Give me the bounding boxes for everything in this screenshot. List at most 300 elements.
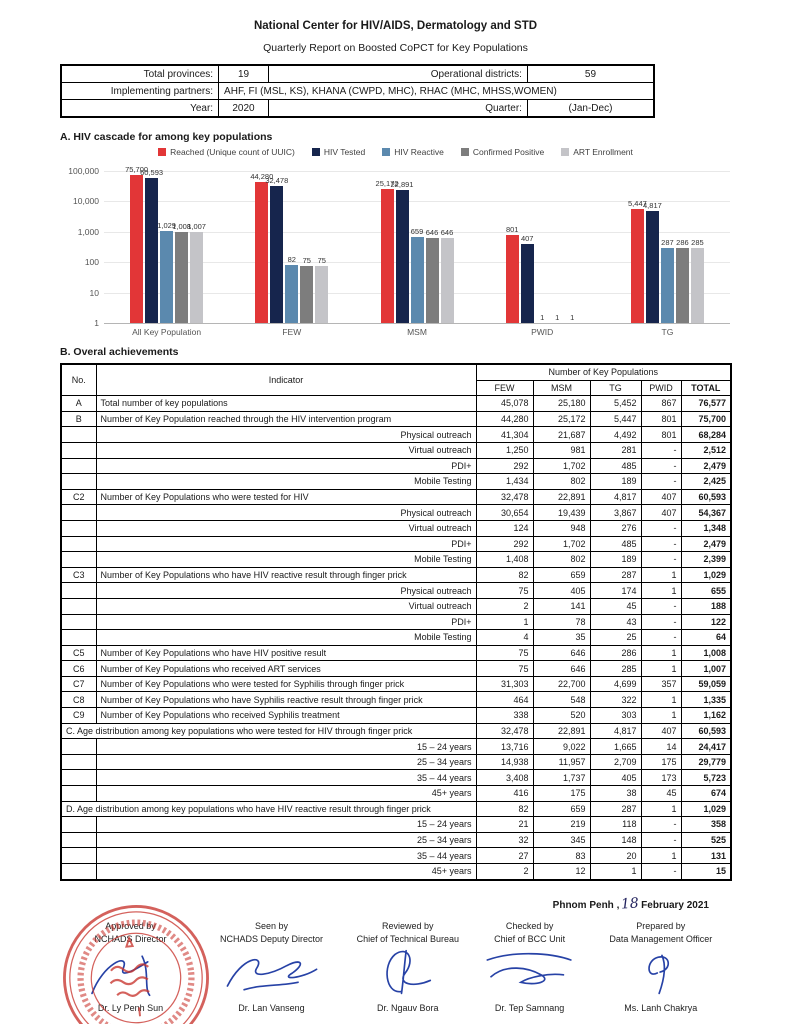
no-cell — [61, 458, 96, 474]
bar — [265, 175, 289, 323]
indicator-cell: 45+ years — [96, 864, 476, 880]
no-cell: A — [61, 396, 96, 412]
value-cell: - — [641, 817, 681, 833]
bar-value-label: 44,280 — [250, 171, 274, 181]
info-row — [61, 65, 654, 83]
value-cell: 981 — [533, 442, 590, 458]
no-cell — [61, 598, 96, 614]
bar-value-label: 5,447 — [628, 199, 647, 209]
signatory-role: Checked by — [505, 920, 554, 931]
section-a-title: A. HIV cascade for among key populations — [60, 131, 273, 143]
bar-value-label: 646 — [440, 227, 454, 237]
gridline — [104, 323, 730, 324]
value-cell: 82 — [476, 801, 533, 817]
value-cell: - — [641, 442, 681, 458]
value-cell: 520 — [533, 708, 590, 724]
signature-ink — [474, 947, 586, 999]
value-cell: - — [641, 630, 681, 646]
bar-value-label: 75 — [317, 256, 326, 265]
table-row — [61, 427, 731, 443]
no-cell — [61, 630, 96, 646]
value-cell: 45,078 — [476, 396, 533, 412]
legend-label: Confirmed Positive — [472, 147, 545, 157]
value-cell: 1 — [641, 848, 681, 864]
table-row — [61, 411, 731, 427]
value-cell: 188 — [681, 598, 731, 614]
value-cell: 1,737 — [533, 770, 590, 786]
value-cell: 4,817 — [590, 723, 641, 739]
value-cell: 1,008 — [681, 645, 731, 661]
value-cell: 287 — [590, 801, 641, 817]
table-row — [61, 817, 731, 833]
value-cell: - — [641, 864, 681, 880]
value-cell: 286 — [590, 645, 641, 661]
signature-ink — [216, 947, 328, 999]
indicator-cell: Number of Key Populations who were tested for HIV — [96, 489, 476, 505]
value-cell: 32,478 — [476, 723, 533, 739]
value-cell: 485 — [590, 458, 641, 474]
value-cell: 189 — [590, 474, 641, 490]
indicator-cell: Virtual outreach — [96, 442, 476, 458]
signatory-role: Reviewed by — [382, 920, 434, 931]
section-b-title: B. Overal achievements — [60, 346, 179, 358]
value-cell: 29,779 — [681, 754, 731, 770]
bar — [425, 227, 439, 323]
legend-swatch — [158, 148, 166, 156]
indicator-cell: 15 – 24 years — [96, 817, 476, 833]
table-row — [61, 552, 731, 568]
value-cell: 25,180 — [533, 396, 590, 412]
no-cell — [61, 754, 96, 770]
value-cell: 1,029 — [681, 801, 731, 817]
value-cell: 9,022 — [533, 739, 590, 755]
value-cell: 646 — [533, 645, 590, 661]
bar — [172, 221, 191, 323]
table-row — [61, 848, 731, 864]
value-cell: 76,577 — [681, 396, 731, 412]
value-cell: 5,452 — [590, 396, 641, 412]
value-cell: 1,348 — [681, 520, 731, 536]
no-cell — [61, 739, 96, 755]
category-label: PWID — [531, 327, 554, 337]
signatory-role: Seen by — [254, 920, 289, 931]
value-cell: 548 — [533, 692, 590, 708]
no-cell: C6 — [61, 661, 96, 677]
table-row — [61, 708, 731, 724]
value-cell: 45 — [641, 786, 681, 802]
value-cell: 867 — [641, 396, 681, 412]
value-cell: 407 — [641, 505, 681, 521]
bar — [643, 201, 662, 323]
table-row — [61, 505, 731, 521]
table-row — [61, 536, 731, 552]
indicator-cell: Mobile Testing — [96, 552, 476, 568]
value-cell: 175 — [641, 754, 681, 770]
value-cell: 1,029 — [681, 567, 731, 583]
value-cell: 25 — [590, 630, 641, 646]
no-cell — [61, 427, 96, 443]
value-cell: - — [641, 598, 681, 614]
y-axis-tick: 1,000 — [77, 226, 99, 237]
bar — [125, 164, 149, 323]
bar-group — [480, 171, 605, 323]
indicator-cell: 15 – 24 years — [96, 739, 476, 755]
table-row — [61, 864, 731, 880]
no-cell: C9 — [61, 708, 96, 724]
value-cell: 11,957 — [533, 754, 590, 770]
category-label: All Key Population — [132, 327, 202, 337]
section-indicator-cell: D. Age distribution among key populations who have HIV reactive result through finger prick — [61, 801, 476, 817]
legend-swatch — [382, 148, 390, 156]
bar — [157, 221, 176, 323]
legend-label: ART Enrollment — [573, 147, 633, 157]
value-cell: 41,304 — [476, 427, 533, 443]
no-cell: B — [61, 411, 96, 427]
no-cell — [61, 505, 96, 521]
bar-group — [229, 171, 354, 323]
value-cell: 148 — [590, 832, 641, 848]
signatory-title: Chief of BCC Unit — [494, 934, 566, 945]
no-cell — [61, 442, 96, 458]
table-header-row — [61, 364, 731, 380]
signatory-title: NCHADS Director — [94, 934, 167, 945]
signatory-name: Dr. Tep Samnang — [494, 1002, 565, 1013]
value-cell: 35 — [533, 630, 590, 646]
indicator-cell: Number of Key Populations who received ART services — [96, 661, 476, 677]
value-cell: 131 — [681, 848, 731, 864]
bar — [140, 167, 164, 323]
legend-item — [312, 147, 365, 157]
indicator-cell: Virtual outreach — [96, 520, 476, 536]
value-cell: 14 — [641, 739, 681, 755]
value-cell: 1 — [641, 661, 681, 677]
value-cell: 1,408 — [476, 552, 533, 568]
value-cell: 948 — [533, 520, 590, 536]
indicator-cell: Number of Key Populations who received Syphilis treatment — [96, 708, 476, 724]
table-row — [61, 442, 731, 458]
value-cell: 646 — [533, 661, 590, 677]
value-cell: 801 — [641, 427, 681, 443]
indicator-cell: Number of Key Population reached through the HIV intervention program — [96, 411, 476, 427]
indicator-cell: PDI+ — [96, 458, 476, 474]
table-row — [61, 598, 731, 614]
value-cell: 1 — [641, 645, 681, 661]
value-cell: 1,335 — [681, 692, 731, 708]
bar-value-label: 801 — [505, 224, 519, 234]
table-row — [61, 832, 731, 848]
value-cell: 3,408 — [476, 770, 533, 786]
value-cell: 75 — [476, 583, 533, 599]
legend-swatch — [312, 148, 320, 156]
value-cell: 2,512 — [681, 442, 731, 458]
table-row — [61, 801, 731, 817]
value-cell: 5,723 — [681, 770, 731, 786]
implementing-partners-value: AHF, FI (MSL, KS), KHANA (CWPD, MHC), RHAC (MHC, MHSS,WOMEN) — [219, 83, 654, 100]
bar-value-label: 25,172 — [375, 179, 399, 189]
legend-swatch — [561, 148, 569, 156]
y-axis-tick: 100 — [84, 257, 99, 268]
bar — [375, 179, 399, 323]
value-cell: 1,162 — [681, 708, 731, 724]
value-cell: - — [641, 614, 681, 630]
bar — [661, 238, 674, 323]
value-cell: - — [641, 520, 681, 536]
no-cell — [61, 832, 96, 848]
value-cell: 338 — [476, 708, 533, 724]
achievements-table — [60, 363, 732, 881]
value-cell: 43 — [590, 614, 641, 630]
table-row — [61, 739, 731, 755]
no-cell — [61, 536, 96, 552]
indicator-cell: PDI+ — [96, 614, 476, 630]
quarter-label: Quarter: — [268, 100, 527, 118]
official-stamp — [52, 894, 219, 1024]
column-header-total: TOTAL — [681, 380, 731, 396]
no-cell — [61, 520, 96, 536]
indicator-cell: 35 – 44 years — [96, 770, 476, 786]
table-row — [61, 770, 731, 786]
col-indicator-header: Indicator — [96, 364, 476, 396]
bar-value-label: 1,008 — [172, 221, 191, 231]
no-cell: C5 — [61, 645, 96, 661]
value-cell: 2,399 — [681, 552, 731, 568]
info-row — [61, 83, 654, 100]
value-cell: 802 — [533, 552, 590, 568]
value-cell: 175 — [533, 786, 590, 802]
no-cell — [61, 552, 96, 568]
value-cell: 2 — [476, 598, 533, 614]
indicator-cell: Physical outreach — [96, 583, 476, 599]
bar-value-label: 285 — [691, 238, 704, 248]
document-subtitle: Quarterly Report on Boosted CoPCT for Key Populations — [263, 42, 528, 54]
value-cell: 38 — [590, 786, 641, 802]
value-cell: 219 — [533, 817, 590, 833]
signatory-name: Dr. Lan Vanseng — [238, 1002, 305, 1013]
table-row — [61, 661, 731, 677]
bar-group — [104, 164, 229, 323]
value-cell: 1,250 — [476, 442, 533, 458]
value-cell: 12 — [533, 864, 590, 880]
bar — [187, 221, 206, 323]
value-cell: 25,172 — [533, 411, 590, 427]
value-cell: 44,280 — [476, 411, 533, 427]
value-cell: 1 — [641, 567, 681, 583]
value-cell: 276 — [590, 520, 641, 536]
value-cell: 189 — [590, 552, 641, 568]
report-info-table — [60, 64, 655, 118]
bar — [628, 199, 647, 323]
value-cell: 22,700 — [533, 676, 590, 692]
bar-value-label: 1 — [540, 313, 545, 322]
table-row — [61, 723, 731, 739]
signatory-title: Chief of Technical Bureau — [356, 934, 459, 945]
indicator-cell: Number of Key Populations who were tested for Syphilis through finger prick — [96, 676, 476, 692]
value-cell: 32 — [476, 832, 533, 848]
column-header-pwid: PWID — [641, 380, 681, 396]
bar-value-label: 407 — [520, 233, 534, 243]
no-cell: C3 — [61, 567, 96, 583]
column-header-few: FEW — [476, 380, 533, 396]
value-cell: 1,702 — [533, 458, 590, 474]
value-cell: 32,478 — [476, 489, 533, 505]
bar-value-label: 1,029 — [157, 221, 176, 231]
bar — [250, 171, 274, 323]
value-cell: 15 — [681, 864, 731, 880]
value-cell: 141 — [533, 598, 590, 614]
indicator-cell: Number of Key Populations who have HIV positive result — [96, 645, 476, 661]
value-cell: 30,654 — [476, 505, 533, 521]
value-cell: - — [641, 536, 681, 552]
hiv-cascade-chart — [60, 147, 731, 337]
value-cell: 78 — [533, 614, 590, 630]
value-cell: 464 — [476, 692, 533, 708]
value-cell: 2,709 — [590, 754, 641, 770]
y-axis-tick: 10,000 — [73, 196, 99, 207]
bar-value-label: 287 — [661, 238, 674, 248]
bar-value-label: 60,593 — [140, 167, 164, 177]
chart-legend — [60, 147, 731, 157]
total-provinces-value: 19 — [219, 65, 269, 83]
signature-ink — [352, 947, 464, 999]
value-cell: 64 — [681, 630, 731, 646]
value-cell: - — [641, 474, 681, 490]
chart-plot — [68, 164, 730, 328]
table-row — [61, 614, 731, 630]
value-cell: 21,687 — [533, 427, 590, 443]
category-label: FEW — [282, 327, 302, 337]
value-cell: 2 — [476, 864, 533, 880]
bar — [676, 238, 689, 323]
value-cell: 75 — [476, 661, 533, 677]
y-axis-tick: 1 — [94, 318, 99, 328]
signatory-name: Ms. Lanh Chakrya — [624, 1002, 698, 1013]
bar — [691, 238, 704, 323]
table-row — [61, 786, 731, 802]
bar-value-label: 286 — [676, 238, 689, 248]
no-cell: C8 — [61, 692, 96, 708]
legend-label: HIV Tested — [323, 147, 366, 157]
value-cell: 1 — [476, 614, 533, 630]
value-cell: 357 — [641, 676, 681, 692]
value-cell: 13,716 — [476, 739, 533, 755]
value-cell: 405 — [533, 583, 590, 599]
bar — [315, 256, 328, 323]
no-cell — [61, 817, 96, 833]
signatory-role: Prepared by — [636, 920, 686, 931]
legend-label: Reached (Unique count of UUIC) — [170, 147, 295, 157]
no-cell — [61, 474, 96, 490]
bar — [285, 254, 298, 323]
value-cell: 14,938 — [476, 754, 533, 770]
value-cell: 60,593 — [681, 489, 731, 505]
value-cell: 1,665 — [590, 739, 641, 755]
column-header-tg: TG — [590, 380, 641, 396]
bar-value-label: 1 — [555, 313, 560, 322]
table-row — [61, 630, 731, 646]
legend-item — [561, 147, 633, 157]
category-label: TG — [661, 327, 674, 337]
table-row — [61, 645, 731, 661]
value-cell: 19,439 — [533, 505, 590, 521]
year-value: 2020 — [219, 100, 269, 118]
signatory-role: Approved by — [105, 920, 156, 931]
value-cell: - — [641, 458, 681, 474]
bar-value-label: 4,817 — [643, 201, 662, 211]
no-cell: C2 — [61, 489, 96, 505]
y-axis-tick: 100,000 — [68, 166, 99, 176]
indicator-cell: Physical outreach — [96, 427, 476, 443]
value-cell: 68,284 — [681, 427, 731, 443]
indicator-cell: Total number of key populations — [96, 396, 476, 412]
value-cell: 2,479 — [681, 536, 731, 552]
bar-groups — [104, 164, 730, 323]
bar-value-label: 1 — [570, 313, 575, 322]
table-row — [61, 754, 731, 770]
bar — [390, 180, 414, 323]
signatory-name: Dr. Ly Penh Sun — [97, 1002, 164, 1013]
value-cell: 118 — [590, 817, 641, 833]
value-cell: 285 — [590, 661, 641, 677]
value-cell: 801 — [641, 411, 681, 427]
bar-group — [605, 171, 730, 323]
signature-ink — [605, 947, 717, 999]
value-cell: 124 — [476, 520, 533, 536]
category-label: MSM — [407, 327, 427, 337]
table-row — [61, 692, 731, 708]
value-cell: 22,891 — [533, 489, 590, 505]
value-cell: 655 — [681, 583, 731, 599]
value-cell: 281 — [590, 442, 641, 458]
value-cell: 416 — [476, 786, 533, 802]
value-cell: 24,417 — [681, 739, 731, 755]
value-cell: 4,817 — [590, 489, 641, 505]
signatory-name: Dr. Ngauv Bora — [377, 1002, 439, 1013]
value-cell: 173 — [641, 770, 681, 786]
group-header: Number of Key Populations — [476, 364, 731, 380]
value-cell: - — [641, 552, 681, 568]
value-cell: 5,447 — [590, 411, 641, 427]
indicator-cell: Virtual outreach — [96, 598, 476, 614]
value-cell: 4,699 — [590, 676, 641, 692]
value-cell: 1 — [590, 864, 641, 880]
value-cell: 322 — [590, 692, 641, 708]
legend-item — [382, 147, 444, 157]
no-cell — [61, 614, 96, 630]
no-cell — [61, 770, 96, 786]
bar-value-label: 32,478 — [265, 175, 289, 185]
indicator-cell: Mobile Testing — [96, 630, 476, 646]
value-cell: 407 — [641, 489, 681, 505]
no-cell — [61, 848, 96, 864]
value-cell: 287 — [590, 567, 641, 583]
table-row — [61, 583, 731, 599]
value-cell: 82 — [476, 567, 533, 583]
indicator-cell: Number of Key Populations who have Syphilis reactive result through finger prick — [96, 692, 476, 708]
value-cell: 405 — [590, 770, 641, 786]
signatory-title: Data Management Officer — [609, 934, 713, 945]
indicator-cell: PDI+ — [96, 536, 476, 552]
value-cell: 22,891 — [533, 723, 590, 739]
value-cell: 20 — [590, 848, 641, 864]
value-cell: 1,007 — [681, 661, 731, 677]
table-row — [61, 489, 731, 505]
total-provinces-label: Total provinces: — [61, 65, 219, 83]
legend-swatch — [461, 148, 469, 156]
value-cell: 27 — [476, 848, 533, 864]
date-place: Phnom Penh , — [552, 899, 620, 911]
value-cell: 174 — [590, 583, 641, 599]
table-row — [61, 458, 731, 474]
